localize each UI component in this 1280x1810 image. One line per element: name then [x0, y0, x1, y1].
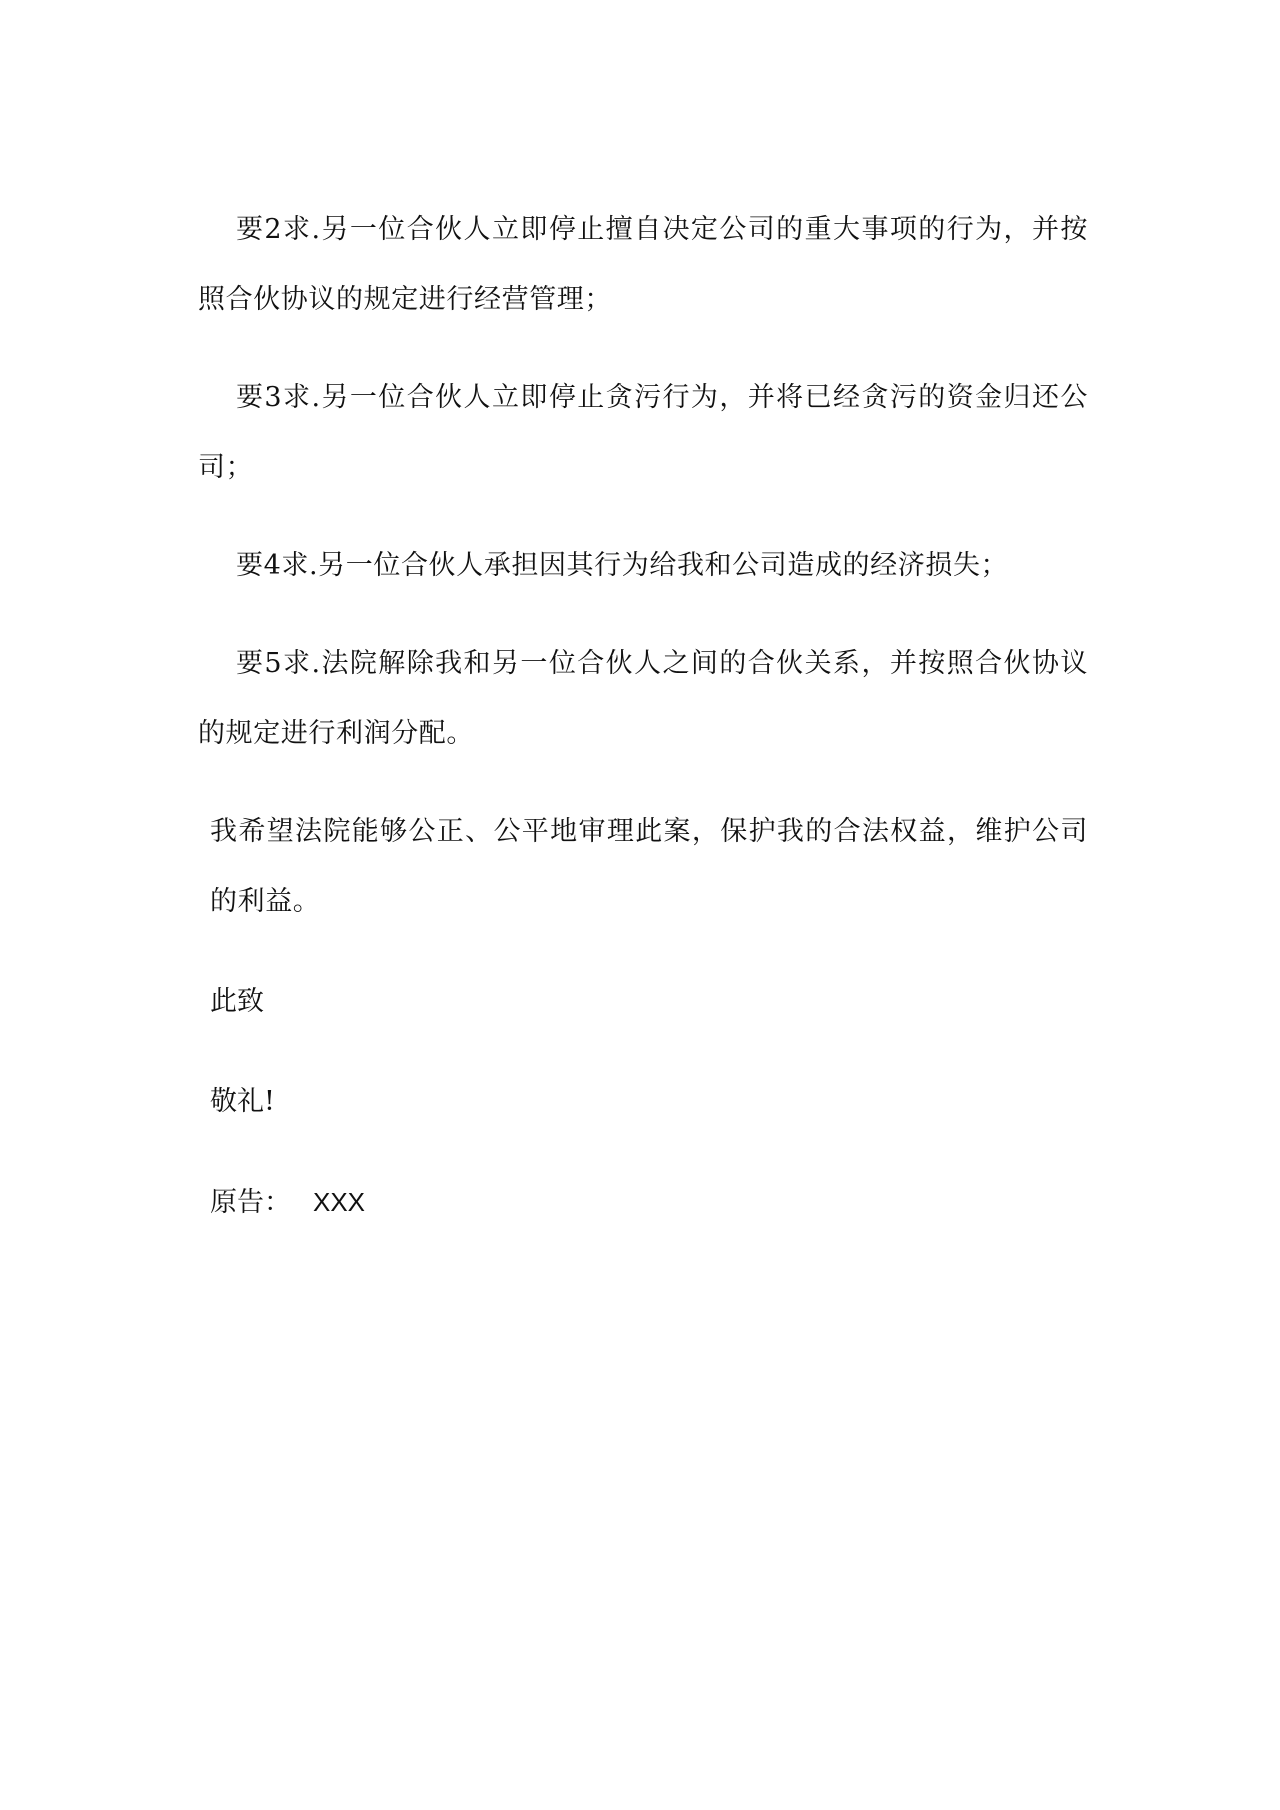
request-2-paragraph: 要2求.另一位合伙人立即停止擅自决定公司的重大事项的行为，并按照合伙协议的规定进行经营管理； — [198, 214, 1088, 315]
closing-salutation: 此致 — [210, 986, 264, 1017]
closing-regards: 敬礼! — [210, 1086, 275, 1117]
request-3-paragraph: 要3求.另一位合伙人立即停止贪污行为，并将已经贪污的资金归还公司； — [198, 382, 1088, 483]
plaintiff-label: 原告： — [210, 1187, 291, 1218]
plaintiff-line — [198, 1167, 1088, 1238]
document-body — [198, 195, 1088, 1238]
request-4-paragraph: 要4求.另一位合伙人承担因其行为给我和公司造成的经济损失； — [236, 550, 1009, 581]
plaintiff-name: XXX — [313, 1187, 366, 1217]
request-5-paragraph: 要5求.法院解除我和另一位合伙人之间的合伙关系，并按照合伙协议的规定进行利润分配。 — [198, 648, 1088, 749]
hope-paragraph: 我希望法院能够公正、公平地审理此案，保护我的合法权益，维护公司的利益。 — [210, 816, 1088, 917]
